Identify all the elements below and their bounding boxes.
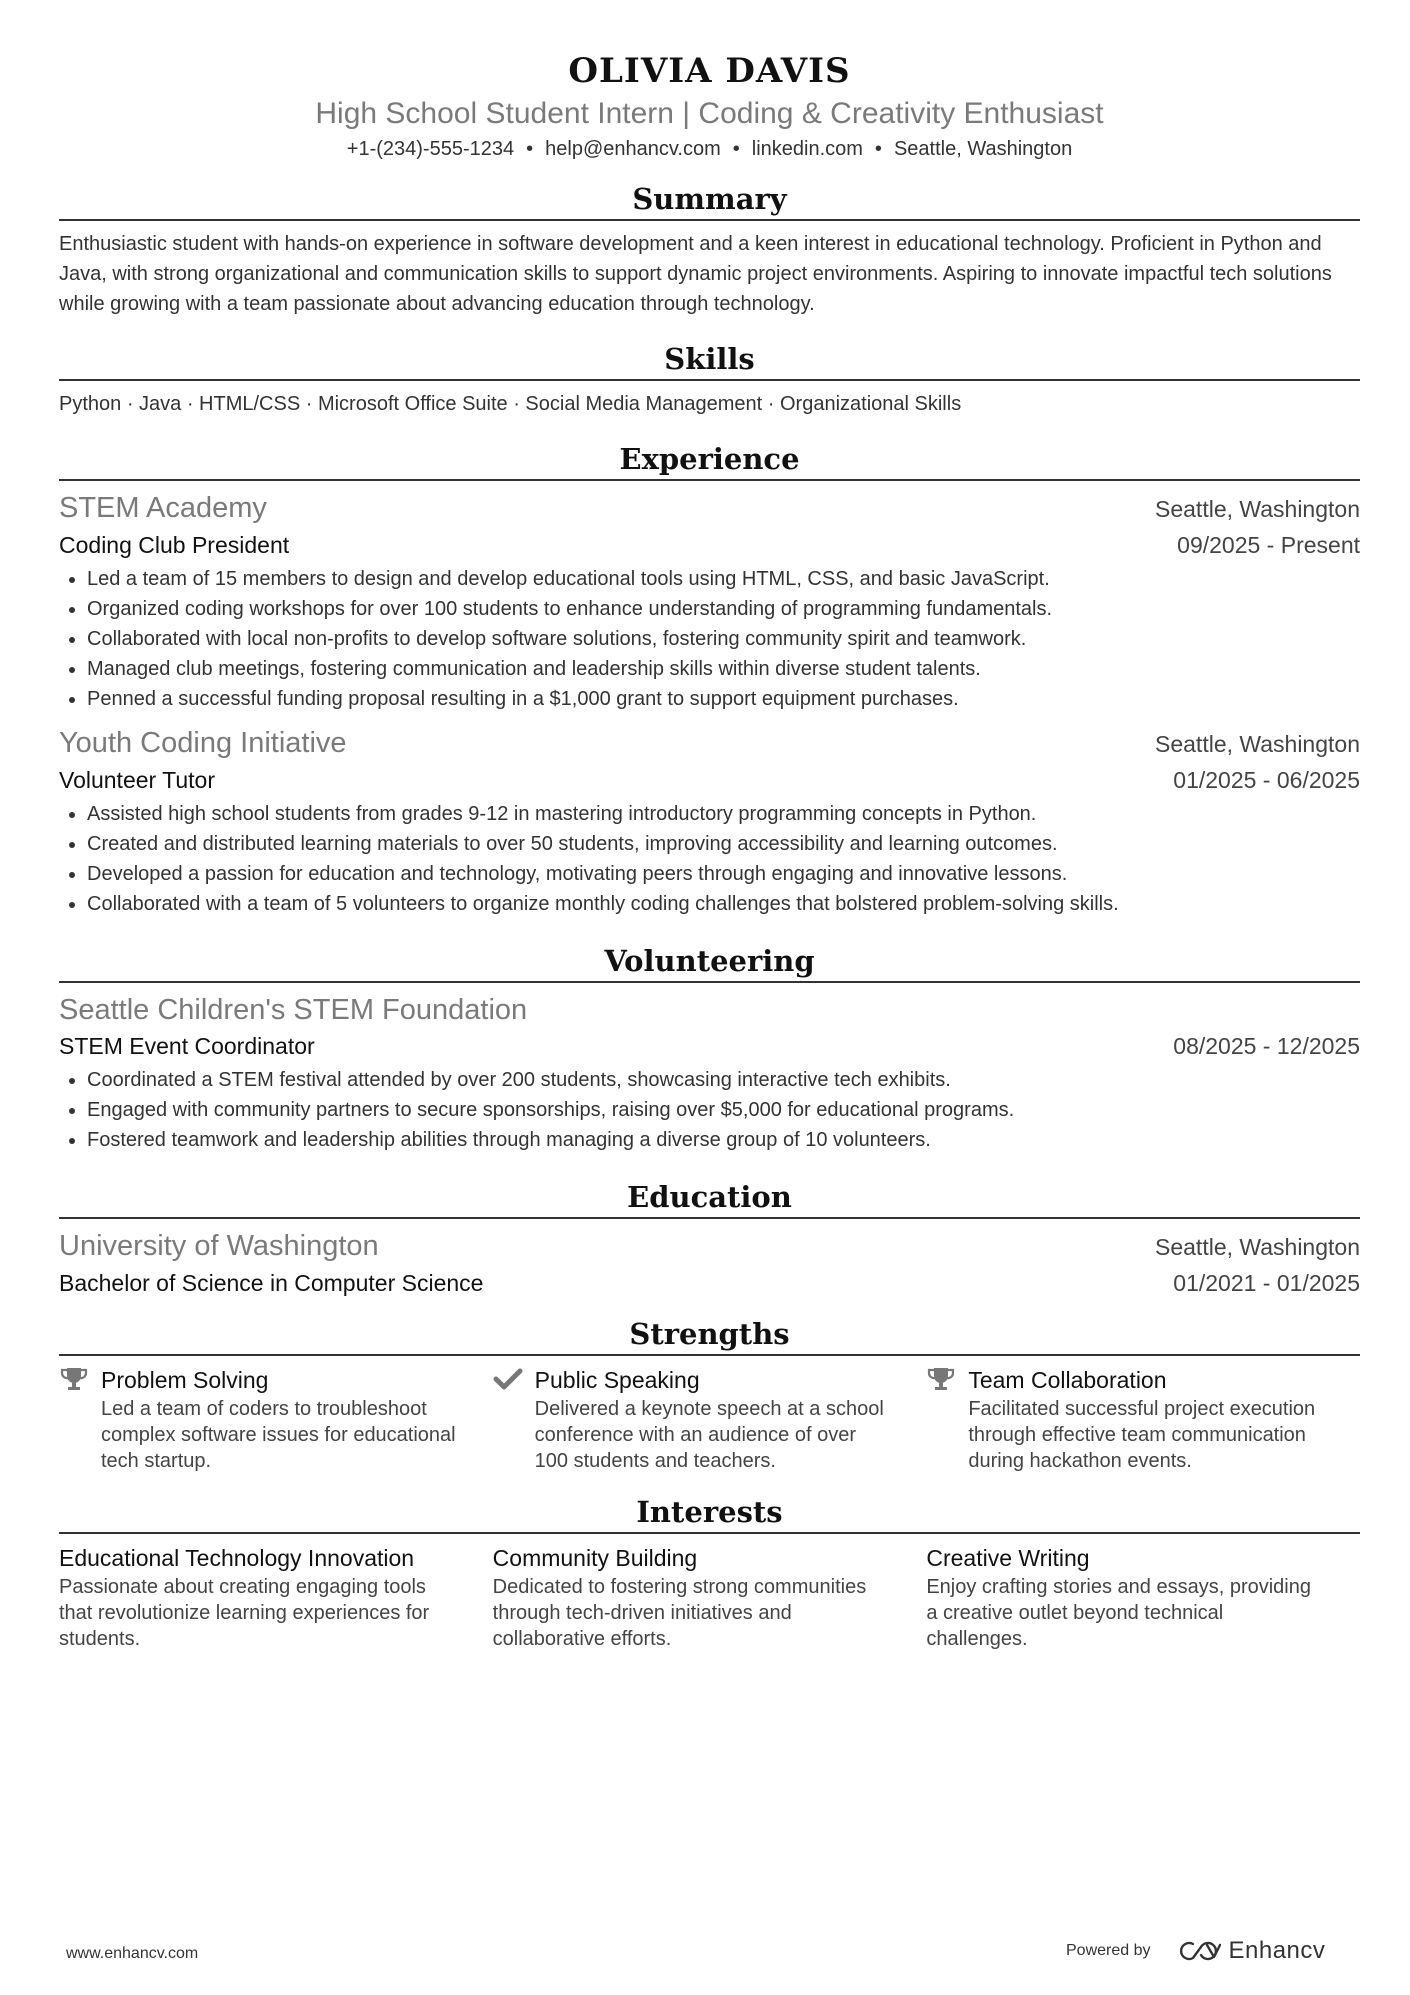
strengths-heading: Strengths (629, 1317, 790, 1351)
brand-name: Enhancv (1228, 1937, 1326, 1964)
experience-entry (59, 724, 1360, 919)
separator-dot: • (874, 138, 882, 160)
organization-name: Youth Coding Initiative (59, 727, 347, 759)
interests-heading: Interests (636, 1495, 783, 1529)
date-range: 09/2025 - Present (1177, 532, 1360, 558)
linkedin-link[interactable]: linkedin.com (751, 138, 863, 160)
interest-description: Passionate about creating engaging tools that revolutionize learning experiences for students. (59, 1576, 430, 1650)
date-range: 08/2025 - 12/2025 (1173, 1033, 1360, 1059)
strength-description: Facilitated successful project execution through effective team communication during hackathon events. (968, 1398, 1316, 1472)
powered-by-label: Powered by (1066, 1942, 1151, 1959)
interest-title: Creative Writing (926, 1545, 1090, 1571)
candidate-tagline: High School Student Intern | Coding & Creativity Enthusiast (315, 97, 1104, 130)
entry-location: Seattle, Washington (1155, 496, 1360, 522)
strength-title: Public Speaking (534, 1367, 700, 1393)
separator-dot: • (526, 138, 534, 160)
location: Seattle, Washington (893, 138, 1073, 160)
bullet-item: • Created and distributed learning materials to over 50 students, improving accessibility and learning outcomes. (87, 829, 1360, 859)
trophy-icon (59, 1364, 89, 1394)
interest-item (493, 1542, 927, 1652)
footer-website-link[interactable]: www.enhancv.com (66, 1945, 199, 1962)
skills-list: Python · Java · HTML/CSS · Microsoft Office Suite · Social Media Management · Organizational Skills (59, 393, 962, 415)
entry-location: Seattle, Washington (1155, 1234, 1360, 1260)
enhancv-logo-icon (1177, 1939, 1221, 1963)
interest-item (926, 1542, 1360, 1652)
section-divider (59, 219, 1360, 221)
interest-item (59, 1542, 493, 1652)
experience-heading: Experience (619, 442, 800, 476)
checkmark-icon (493, 1364, 523, 1394)
contact-line (59, 135, 1360, 163)
bullet-list (59, 799, 1360, 919)
section-divider (59, 981, 1360, 983)
email-link[interactable]: help@enhancv.com (545, 138, 721, 160)
candidate-name: OLIVIA DAVIS (568, 51, 851, 91)
experience-entry (59, 489, 1360, 714)
date-range: 01/2025 - 06/2025 (1173, 767, 1360, 793)
interest-description: Dedicated to fostering strong communities through tech-driven initiatives and collaborative efforts. (492, 1576, 867, 1650)
education-heading: Education (627, 1180, 792, 1214)
section-divider (59, 1354, 1360, 1356)
bullet-item: • Engaged with community partners to secure sponsorships, raising over $5,000 for educational programs. (87, 1095, 1360, 1125)
bullet-item: • Led a team of 15 members to design and develop educational tools using HTML, CSS, and basic JavaScript. (87, 564, 1360, 594)
interest-title: Community Building (492, 1545, 698, 1571)
bullet-list (59, 1065, 1360, 1155)
bullet-item: • Developed a passion for education and technology, motivating peers through engaging and innovative lessons. (87, 859, 1360, 889)
summary-text: Enthusiastic student with hands-on experience in software development and a keen interest in educational technology. Proficient in Python and Java, with strong organizational and communication skills to support dynamic project environments. Aspiring to innovate impactful tech solutions while growing with a team passionate about advancing education through technology. (59, 233, 1332, 315)
strength-item (493, 1364, 927, 1474)
strength-item (59, 1364, 493, 1474)
footer-branding (1066, 1937, 1325, 1965)
resume-page (59, 48, 1360, 1652)
strength-description: Delivered a keynote speech at a school conference with an audience of over 100 students and teachers. (534, 1398, 884, 1472)
job-title: Coding Club President (59, 532, 290, 558)
entry-location: Seattle, Washington (1155, 731, 1360, 757)
organization-name: STEM Academy (59, 492, 267, 524)
section-divider (59, 1532, 1360, 1534)
section-divider (59, 379, 1360, 381)
strength-item (926, 1364, 1360, 1474)
trophy-icon (926, 1364, 956, 1394)
bullet-item: • Collaborated with a team of 5 volunteers to organize monthly coding challenges that bolstered problem-solving skills. (87, 889, 1360, 919)
date-range: 01/2021 - 01/2025 (1173, 1270, 1360, 1296)
phone: +1-(234)-555-1234 (346, 138, 515, 160)
bullet-item: • Collaborated with local non-profits to develop software solutions, fostering community spirit and teamwork. (87, 624, 1360, 654)
bullet-item: • Coordinated a STEM festival attended by over 200 students, showcasing interactive tech exhibits. (87, 1065, 1360, 1095)
volunteering-heading: Volunteering (604, 944, 815, 978)
bullet-item: • Penned a successful funding proposal resulting in a $1,000 grant to support equipment purchases. (87, 684, 1360, 714)
skills-heading: Skills (664, 342, 755, 376)
job-title: STEM Event Coordinator (59, 1033, 315, 1059)
section-divider (59, 479, 1360, 481)
section-divider (59, 1217, 1360, 1219)
summary-heading: Summary (632, 182, 787, 216)
organization-name: Seattle Children's STEM Foundation (59, 994, 528, 1026)
strength-description: Led a team of coders to troubleshoot complex software issues for educational tech startup. (101, 1398, 456, 1472)
school-name: University of Washington (59, 1230, 379, 1262)
job-title: Volunteer Tutor (59, 767, 215, 793)
bullet-list (59, 564, 1360, 714)
interest-title: Educational Technology Innovation (59, 1545, 415, 1571)
bullet-item: • Assisted high school students from grades 9-12 in mastering introductory programming concepts in Python. (87, 799, 1360, 829)
degree: Bachelor of Science in Computer Science (59, 1270, 484, 1296)
bullet-item: • Organized coding workshops for over 100 students to enhance understanding of programming fundamentals. (87, 594, 1360, 624)
bullet-item: • Managed club meetings, fostering communication and leadership skills within diverse student talents. (87, 654, 1360, 684)
strength-title: Problem Solving (101, 1367, 269, 1393)
separator-dot: • (732, 138, 740, 160)
strength-title: Team Collaboration (968, 1367, 1167, 1393)
interest-description: Enjoy crafting stories and essays, providing a creative outlet beyond technical challenges. (926, 1576, 1311, 1650)
bullet-item: • Fostered teamwork and leadership abilities through managing a diverse group of 10 volunteers. (87, 1125, 1360, 1155)
